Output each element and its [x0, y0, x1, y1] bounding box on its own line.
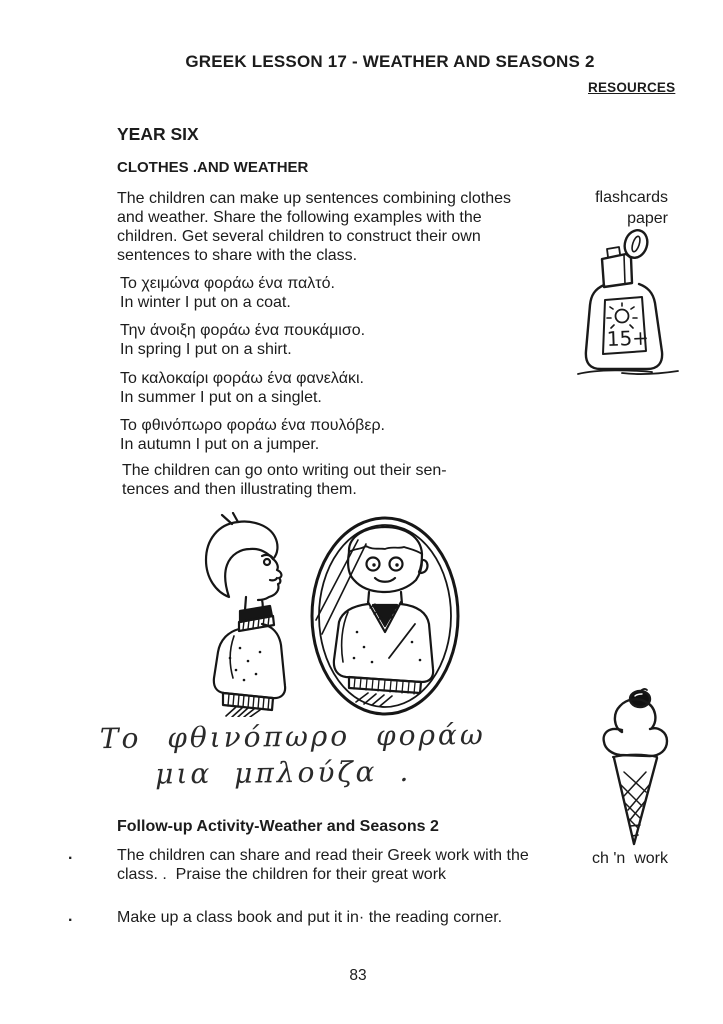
- resource-item: flashcards: [595, 189, 668, 206]
- intro-paragraph: [117, 189, 547, 265]
- bullet-marker: .: [68, 846, 73, 863]
- handwritten-greek-sample: [100, 718, 501, 791]
- boy-mirror-drawing: [182, 512, 462, 717]
- icecream-caption: ch 'n work: [592, 850, 668, 867]
- followup-heading: Follow-up Activity-Weather and Seasons 2: [117, 818, 439, 835]
- intro-line: sentences to share with the class.: [117, 247, 358, 264]
- year-heading: YEAR SIX: [117, 124, 199, 144]
- english-translation: In summer I put on a singlet.: [120, 389, 322, 406]
- english-translation: In spring I put on a shirt.: [120, 341, 292, 358]
- intro-line: and weather. Share the following examples with the: [117, 209, 482, 226]
- continuation-line: tences and then illustrating them.: [122, 481, 357, 498]
- bullet-marker: .: [68, 908, 73, 925]
- sentence-pair: [120, 321, 550, 359]
- intro-line: children. Get several children to construct their own: [117, 228, 481, 245]
- page-title: GREEK LESSON 17 - WEATHER AND SEASONS 2: [185, 52, 595, 71]
- sunscreen-bottle-icon: [576, 227, 680, 379]
- intro-line: The children can make up sentences combining clothes: [117, 190, 511, 207]
- continuation-paragraph: [122, 461, 542, 499]
- sunscreen-bottle-illustration: [576, 227, 680, 379]
- followup-bullet: [117, 908, 577, 927]
- boy-mirror-illustration: [182, 512, 462, 717]
- greek-sentence: Το χειμώνα φοράω ένα παλτό.: [120, 275, 335, 292]
- handwriting-line: μια μπλούζα .: [155, 754, 412, 791]
- sunscreen-spf-label: 15+: [606, 325, 650, 351]
- english-translation: In winter I put on a coat.: [120, 294, 291, 311]
- sentence-pair: [120, 369, 550, 407]
- resources-heading: RESOURCES: [588, 80, 676, 95]
- page-number: 83: [349, 967, 367, 984]
- topic-heading: CLOTHES .AND WEATHER: [117, 159, 309, 176]
- bullet-line: class. . Praise the children for their great work: [117, 866, 447, 883]
- followup-bullet: [117, 846, 577, 884]
- continuation-line: The children can go onto writing out their sen-: [122, 462, 447, 479]
- boy-profile-figure: [206, 513, 285, 717]
- mirror-with-reflection: [312, 518, 458, 714]
- greek-sentence: Το καλοκαίρι φοράω ένα φανελάκι.: [120, 370, 364, 387]
- resource-item: paper: [627, 210, 668, 227]
- icecream-cone-icon: [594, 686, 678, 848]
- icecream-illustration: [594, 686, 678, 848]
- bullet-line: The children can share and read their Greek work with the: [117, 847, 529, 864]
- resources-list: [528, 187, 668, 229]
- handwriting-line: Το φθινόπωρο φοράω: [99, 718, 486, 756]
- sentence-pair: [120, 274, 550, 312]
- greek-sentence: Την άνοιξη φοράω ένα πουκάμισο.: [120, 322, 366, 339]
- greek-sentence: Το φθινόπωρο φοράω ένα πουλόβερ.: [120, 417, 385, 434]
- bullet-line: Make up a class book and put it in· the reading corner.: [117, 909, 503, 926]
- sentence-pair: [120, 416, 550, 454]
- english-translation: In autumn I put on a jumper.: [120, 436, 320, 453]
